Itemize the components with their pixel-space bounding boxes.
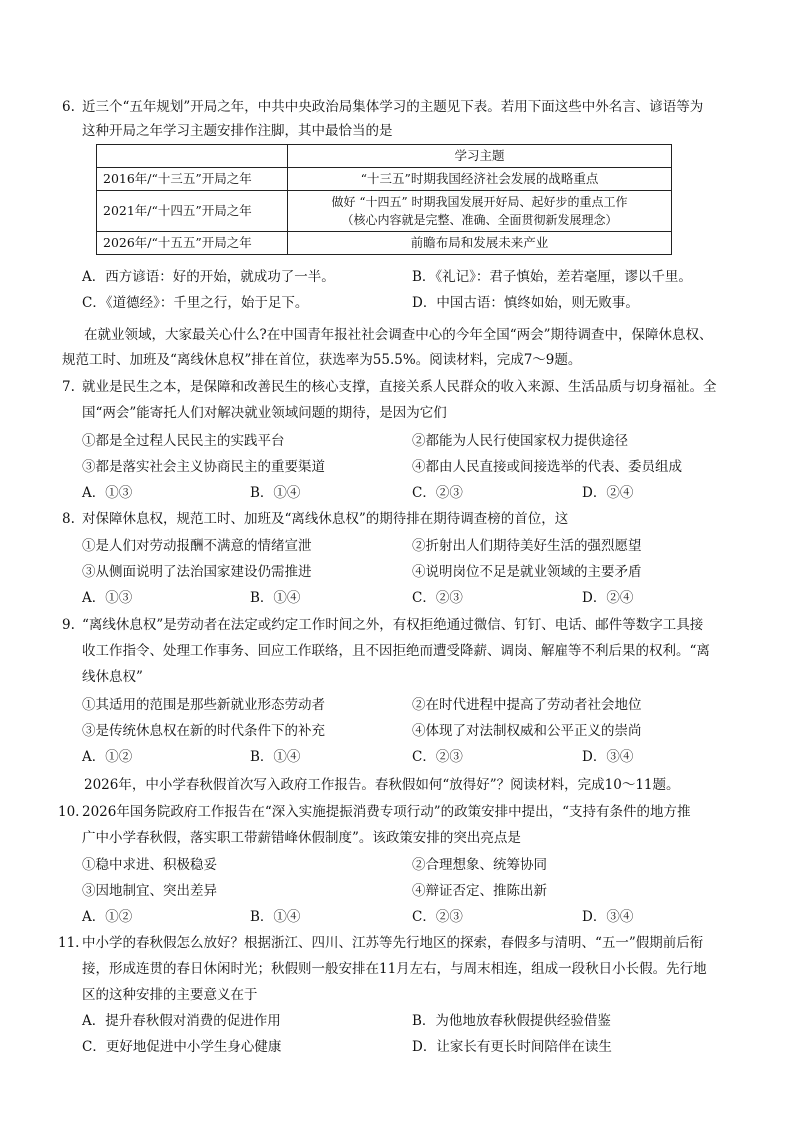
statement-1: ①稳中求进、积极稳妥 <box>82 857 217 873</box>
statement-1: ①是人们对劳动报酬不满意的情绪宣泄 <box>82 538 312 554</box>
option-c: C．《道德经》：千里之行，始于足下。 <box>82 295 309 311</box>
choice-d: D．③④ <box>582 749 634 765</box>
statement-4: ④辩证否定、推陈出新 <box>412 883 547 899</box>
question-number: 10. <box>58 804 80 820</box>
question-stem: 接，形成连贯的春日休闲时光；秋假则一般安排在11月左右，与周末相连，组成一段秋日小长假。先行地 <box>82 961 707 977</box>
choice-b: B．①④ <box>250 485 301 501</box>
table-header-cell: 学习主题 <box>288 145 672 168</box>
question-stem: 线休息权” <box>82 669 143 685</box>
option-b: B．为他地放春秋假提供经验借鉴 <box>412 1013 611 1029</box>
question-stem: 广中小学春秋假，落实职工带薪错峰休假制度”。该政策安排的突出亮点是 <box>82 830 521 846</box>
statement-3: ③都是落实社会主义协商民主的重要渠道 <box>82 459 325 475</box>
choice-d: D．②④ <box>582 485 634 501</box>
option-d: D．让家长有更长时间陪伴在读生 <box>412 1039 612 1055</box>
question-number: 9. <box>62 617 75 633</box>
statement-2: ②合理想象、统筹协同 <box>412 857 547 873</box>
option-d: D．中国古语：慎终如始，则无败事。 <box>412 295 639 311</box>
choice-c: C．②③ <box>412 590 463 606</box>
choice-a: A．①③ <box>82 590 133 606</box>
question-stem: 收工作指令、处理工作事务、回应工作联络，且不因拒绝而遭受降薪、调岗、解雇等不利后果的权利。“离 <box>82 643 710 659</box>
table-cell-topic <box>288 191 672 232</box>
statement-3: ③因地制宜、突出差异 <box>82 883 217 899</box>
statement-4: ④都由人民直接或间接选举的代表、委员组成 <box>412 459 682 475</box>
statement-1: ①都是全过程人民民主的实践平台 <box>82 433 285 449</box>
question-stem: 就业是民生之本，是保障和改善民生的核心支撑，直接关系人民群众的收入来源、生活品质与切身福祉。全 <box>82 379 717 395</box>
question-stem: 区的这种安排的主要意义在于 <box>82 987 258 1003</box>
table-row <box>97 168 672 191</box>
question-stem: 近三个“五年规划”开局之年，中共中央政治局集体学习的主题见下表。若用下面这些中外名言、谚语等为 <box>82 99 704 115</box>
statement-3: ③从侧面说明了法治国家建设仍需推进 <box>82 564 312 580</box>
material-text: 规范工时、加班及“离线休息权”排在首位，获选率为55.5%。阅读材料，完成7～9题。 <box>62 352 582 368</box>
question-stem: 对保障休息权，规范工时、加班及“离线休息权”的期待排在期待调查榜的首位，这 <box>82 511 569 527</box>
choice-d: D．②④ <box>582 590 634 606</box>
question-stem: 2026年国务院政府工作报告在“深入实施提振消费专项行动”的政策安排中提出，“支持有条件的地方推 <box>82 804 691 820</box>
question-stem: 国“两会”能寄托人们对解决就业领域问题的期待，是因为它们 <box>82 405 447 421</box>
statement-2: ②都能为人民行使国家权力提供途径 <box>412 433 628 449</box>
choice-a: A．①③ <box>82 485 133 501</box>
question-number: 8. <box>62 511 75 527</box>
option-b: B．《礼记》：君子慎始，差若毫厘，谬以千里。 <box>412 269 692 285</box>
table-cell-topic: “十三五”时期我国经济社会发展的战略重点 <box>288 168 672 191</box>
statement-2: ②折射出人们期待美好生活的强烈愿望 <box>412 538 642 554</box>
choice-b: B．①④ <box>250 749 301 765</box>
option-a: A．西方谚语：好的开始，就成功了一半。 <box>82 269 335 285</box>
topic-note: （核心内容就是完整、准确、全面贯彻新发展理念） <box>341 213 618 227</box>
choice-c: C．②③ <box>412 485 463 501</box>
table-row <box>97 232 672 255</box>
question-stem: “离线休息权”是劳动者在法定或约定工作时间之外，有权拒绝通过微信、钉钉、电话、邮件等数字工具接 <box>82 617 704 633</box>
choice-c: C．②③ <box>412 749 463 765</box>
statement-3: ③是传统休息权在新的时代条件下的补充 <box>82 723 325 739</box>
statement-1: ①其适用的范围是那些新就业形态劳动者 <box>82 697 325 713</box>
material-text: 在就业领域，大家最关心什么?在中国青年报社社会调查中心的今年全国“两会”期待调查中，保障休息权、 <box>84 327 713 343</box>
table-cell-year: 2016年/“十三五”开局之年 <box>97 168 288 191</box>
table-header-row <box>97 145 672 168</box>
topic-text: 做好 “十四五” 时期我国发展开好局、起好步的重点工作 <box>331 195 628 209</box>
table-cell-topic: 前瞻布局和发展未来产业 <box>288 232 672 255</box>
question-stem: 这种开局之年学习主题安排作注脚，其中最恰当的是 <box>82 123 393 139</box>
question-number: 7. <box>62 379 75 395</box>
statement-2: ②在时代进程中提高了劳动者社会地位 <box>412 697 642 713</box>
material-text: 2026年，中小学春秋假首次写入政府工作报告。春秋假如何“放得好”？阅读材料，完成10～11题。 <box>84 777 680 793</box>
question-number: 6. <box>62 99 75 115</box>
study-topics-table <box>96 144 672 255</box>
table-header-cell <box>97 145 288 168</box>
question-stem: 中小学的春秋假怎么放好？根据浙江、四川、江苏等先行地区的探索，春假多与清明、“五一”假期前后衔 <box>82 935 704 951</box>
table-cell-year: 2026年/“十五五”开局之年 <box>97 232 288 255</box>
option-a: A．提升春秋假对消费的促进作用 <box>82 1013 281 1029</box>
table-row <box>97 191 672 232</box>
choice-b: B．①④ <box>250 909 301 925</box>
table-cell-year: 2021年/“十四五”开局之年 <box>97 191 288 232</box>
option-c: C．更好地促进中小学生身心健康 <box>82 1039 282 1055</box>
choice-a: A．①② <box>82 749 133 765</box>
choice-c: C．②③ <box>412 909 463 925</box>
choice-b: B．①④ <box>250 590 301 606</box>
statement-4: ④说明岗位不足是就业领域的主要矛盾 <box>412 564 642 580</box>
question-number: 11. <box>58 935 80 951</box>
statement-4: ④体现了对法制权威和公平正义的崇尚 <box>412 723 642 739</box>
choice-a: A．①② <box>82 909 133 925</box>
choice-d: D．③④ <box>582 909 634 925</box>
